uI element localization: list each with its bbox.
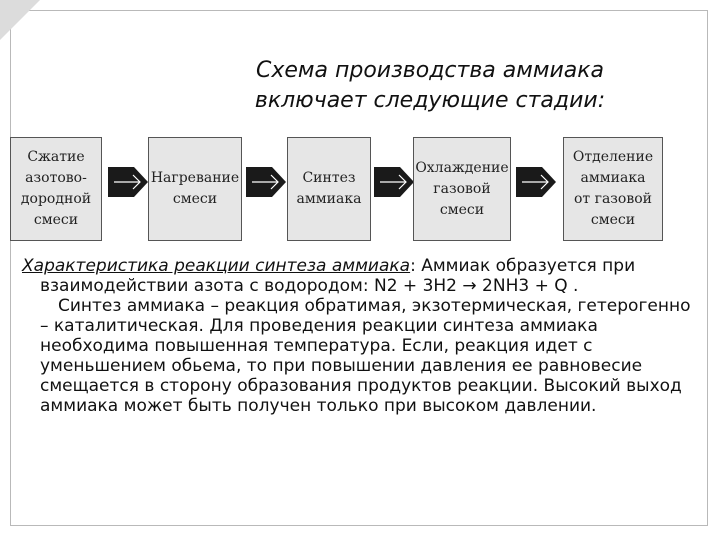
stage-label: Отделение аммиака от газовой смеси [572,149,654,228]
stage-synthesis [287,137,371,241]
description-heading: Характеристика реакции синтеза аммиака [22,256,411,276]
stage-label: Нагревание смеси [150,170,240,207]
reaction-equation-text: : Аммиак образуется при взаимодействии азота с водородом: N2 + 3H2 → 2NH3 + Q . [40,256,636,296]
stage-compression [10,137,102,241]
page-title [170,56,690,116]
arrow-icon [246,167,286,197]
title-line-1: Схема производства аммиака [255,58,604,83]
title-line-2: включает следующие стадии: [254,88,606,113]
stage-cooling [413,137,511,241]
stage-heating [148,137,242,241]
stage-label: Синтез аммиака [296,170,362,207]
stage-label: Охлаждение газовой смеси [415,159,509,218]
reaction-body: Синтез аммиака – реакция обратимая, экзотермическая, гетерогенно – каталитическая. Для проведения реакции синтеза аммиака необходима повышенная температура. Если, реакция идет с уменьшением обьема, то при повышении давления ее равновесие смещается в сторону образования продуктов реакции. Высокий выход аммиака может быть получен только при высоком давлении. [40,296,691,416]
arrow-icon [108,167,148,197]
arrow-icon [516,167,556,197]
arrow-icon [374,167,414,197]
reaction-intro [22,256,702,296]
description-block [22,256,702,416]
stage-label: Сжатие азотово- дородной смеси [20,149,92,228]
stage-separation [563,137,663,241]
